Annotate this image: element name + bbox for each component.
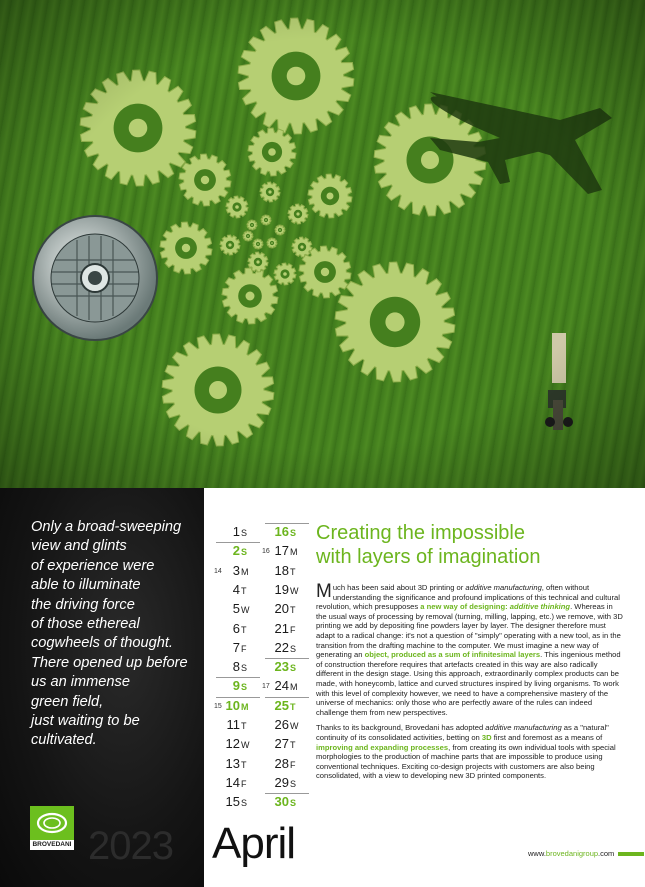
highlight-underline [265, 793, 309, 794]
calendar-day [269, 736, 296, 756]
calendar-year: 2023 [88, 824, 173, 868]
day-letter: T [241, 585, 247, 596]
calendar-day [262, 543, 298, 563]
day-number: 23 [274, 659, 289, 675]
footer-accent-bar [618, 852, 644, 856]
article-title-line: Creating the impossible [316, 522, 525, 544]
text-run: , from creating its own individual tools with special morphologies to the production of machine parts that are impossible to produce using conventional techniques. Exciting co-design projects with customers are also being consolidated, with a view to developing new 3D printed components. [316, 742, 616, 781]
quote-line: green field, [31, 693, 104, 710]
highlight-run: a new way of designing: [420, 602, 510, 612]
calendar-month: April [212, 819, 296, 868]
day-letter: S [241, 798, 248, 809]
calendar-day [220, 775, 247, 795]
day-letter: S [290, 778, 297, 789]
day-number: 7 [232, 639, 240, 655]
calendar-day [220, 524, 247, 544]
highlight-run: improving and expanding processes [316, 742, 449, 752]
highlight-underline [265, 523, 309, 524]
article-title [316, 521, 541, 569]
day-letter: M [241, 566, 249, 577]
day-letter: M [290, 547, 298, 558]
day-number: 5 [232, 601, 240, 617]
calendar-day [220, 678, 247, 698]
calendar-day [269, 775, 296, 795]
calendar-day [220, 736, 250, 756]
quote-line: view and glints [31, 538, 127, 555]
day-letter: M [241, 701, 249, 712]
article-paragraph-1 [316, 583, 624, 717]
text-run: additive manufacturing [465, 583, 542, 592]
quote-line: of experience were [31, 557, 155, 574]
day-number: 3 [232, 562, 240, 578]
highlight-underline [265, 697, 309, 698]
calendar-day [269, 524, 296, 544]
day-letter: W [241, 605, 250, 616]
calendar-day [269, 659, 296, 679]
day-letter: S [290, 643, 297, 654]
calendar-day [269, 601, 296, 621]
quote-line: the driving force [31, 596, 135, 613]
day-number: 29 [274, 774, 289, 790]
quote-line: cultivated. [31, 732, 97, 749]
calendar-day [220, 543, 247, 563]
day-letter: T [241, 721, 247, 731]
drop-cap: M [316, 581, 332, 602]
day-letter: S [241, 528, 248, 538]
text-run: , often without understanding the significance and profound implications of this technical and cultural revolution, which presupposes [316, 583, 620, 612]
day-letter: T [290, 605, 296, 616]
day-number: 27 [274, 736, 289, 752]
quote-line: able to illuminate [31, 577, 141, 594]
day-number: 8 [232, 659, 240, 675]
day-number: 20 [274, 601, 289, 617]
calendar-day [269, 717, 299, 737]
quote-text [31, 518, 201, 751]
day-letter: S [290, 798, 297, 809]
text-run: as a "natural" continuity of its consolidated activities, betting on [316, 723, 609, 742]
footer-url[interactable] [528, 849, 614, 858]
day-letter: T [290, 701, 296, 712]
day-number: 2 [232, 543, 240, 559]
day-letter: F [290, 624, 296, 635]
day-number: 11 [226, 717, 240, 732]
calendar-day [269, 563, 296, 583]
calendar-day [220, 717, 247, 737]
url-suffix: .com [598, 849, 615, 858]
calendar-day [269, 640, 296, 660]
day-number: 24 [274, 678, 289, 694]
url-brand: brovedanigroup [545, 849, 599, 858]
week-number: 17 [262, 683, 270, 691]
day-number: 18 [274, 562, 289, 578]
day-letter: S [241, 682, 248, 693]
highlight-run: object, produced as a sum of infinitesimal layers [364, 650, 541, 660]
calendar-day [214, 697, 249, 718]
logo-mark [30, 806, 74, 840]
day-letter: S [290, 528, 297, 538]
quote-line: cogwheels of thought. [31, 635, 173, 652]
text-run: first and foremost as a means of [491, 732, 603, 742]
day-number: 22 [274, 639, 289, 655]
day-number: 25 [274, 697, 289, 713]
quote-line: just waiting to be [31, 713, 140, 730]
quote-line: of those ethereal [31, 616, 140, 633]
day-number: 13 [225, 755, 240, 771]
day-number: 6 [232, 620, 240, 636]
calendar-day [214, 562, 249, 583]
day-number: 15 [225, 794, 240, 810]
day-letter: T [290, 740, 296, 751]
day-number: 10 [225, 697, 240, 713]
quote-line: There opened up before [31, 654, 188, 671]
day-number: 28 [274, 755, 289, 771]
highlight-underline [216, 697, 260, 698]
text-run: . Whereas in the usual ways of processing by removal (turning, milling, lapping, etc.) we remove, with 3D printing we add by depositing fine powders layer by layer. The designer therefore must adapt to a radical change: it's not a question of "simply" operating with a new tool, as in the transition from the drafting machine to the computer. We must imagine a new way of generating an [316, 602, 623, 660]
text-run: additive manufacturing [485, 723, 562, 733]
calendar-day [220, 582, 247, 602]
logo-swirl-icon [30, 806, 74, 840]
calendar-day [269, 621, 296, 641]
day-number: 19 [274, 581, 289, 597]
article-body [316, 583, 624, 787]
day-letter: T [290, 566, 296, 577]
week-number: 15 [214, 702, 222, 710]
calendar-day [269, 698, 296, 718]
week-number: 14 [214, 567, 222, 575]
day-letter: F [290, 759, 296, 770]
quote-line: Only a broad-sweeping [31, 519, 182, 535]
day-number: 21 [274, 620, 289, 636]
calendar-day [262, 678, 298, 698]
day-letter: M [290, 682, 298, 693]
calendar-day [220, 621, 247, 641]
article-paragraph-2 [316, 723, 624, 781]
highlight-underline [265, 658, 309, 659]
day-letter: F [241, 643, 247, 654]
calendar-day [220, 659, 247, 679]
day-number: 4 [232, 581, 240, 597]
url-prefix: www. [528, 849, 546, 858]
highlight-underline [216, 677, 260, 678]
calendar-day [220, 794, 247, 814]
day-number: 12 [225, 736, 240, 752]
calendar-day [220, 601, 250, 621]
calendar-day [269, 794, 296, 814]
calendar-day [269, 582, 299, 602]
quote-line: us an immense [31, 674, 130, 691]
day-letter: W [241, 740, 250, 751]
highlight-run: additive thinking [509, 602, 571, 612]
highlight-run: 3D [481, 732, 492, 742]
text-run: Thanks to its background, Brovedani has adopted [316, 723, 486, 733]
week-number: 16 [262, 548, 270, 556]
logo-wordmark: BROVEDANI [30, 840, 74, 850]
day-number: 16 [274, 524, 289, 539]
calendar-day [220, 640, 247, 660]
day-letter: F [241, 778, 247, 789]
day-number: 26 [274, 717, 289, 732]
day-number: 1 [232, 524, 240, 539]
day-letter: T [241, 624, 247, 635]
day-number: 9 [232, 678, 240, 694]
calendar-day [269, 756, 296, 776]
text-run: uch has been said about 3D printing or [332, 583, 466, 592]
day-number: 17 [274, 543, 289, 559]
day-letter: S [290, 663, 297, 674]
highlight-underline [216, 542, 260, 543]
day-letter: T [241, 759, 247, 770]
day-number: 14 [225, 774, 240, 790]
day-letter: S [241, 547, 248, 558]
day-letter: W [290, 721, 299, 731]
day-letter: W [290, 585, 299, 596]
left-dark-panel [0, 488, 204, 887]
day-letter: S [241, 663, 248, 674]
calendar-day [220, 756, 247, 776]
article-title-line: with layers of imagination [316, 546, 541, 568]
day-number: 30 [274, 794, 289, 810]
text-run: . This ingenious method of construction therefore requires that artefacts created in this way are also radically different in the design stage. Using this approach, extraordinarily complex products can be made, with honeycomb, lattice and curved structures inspired by living organisms. To work with this level of complexity however, we need to have a comprehensive mastery of the universe of mechanics: only those who are perfectly aware of the rules can indeed challenge them from new perspectives. [316, 650, 621, 717]
brovedani-logo [30, 806, 74, 850]
